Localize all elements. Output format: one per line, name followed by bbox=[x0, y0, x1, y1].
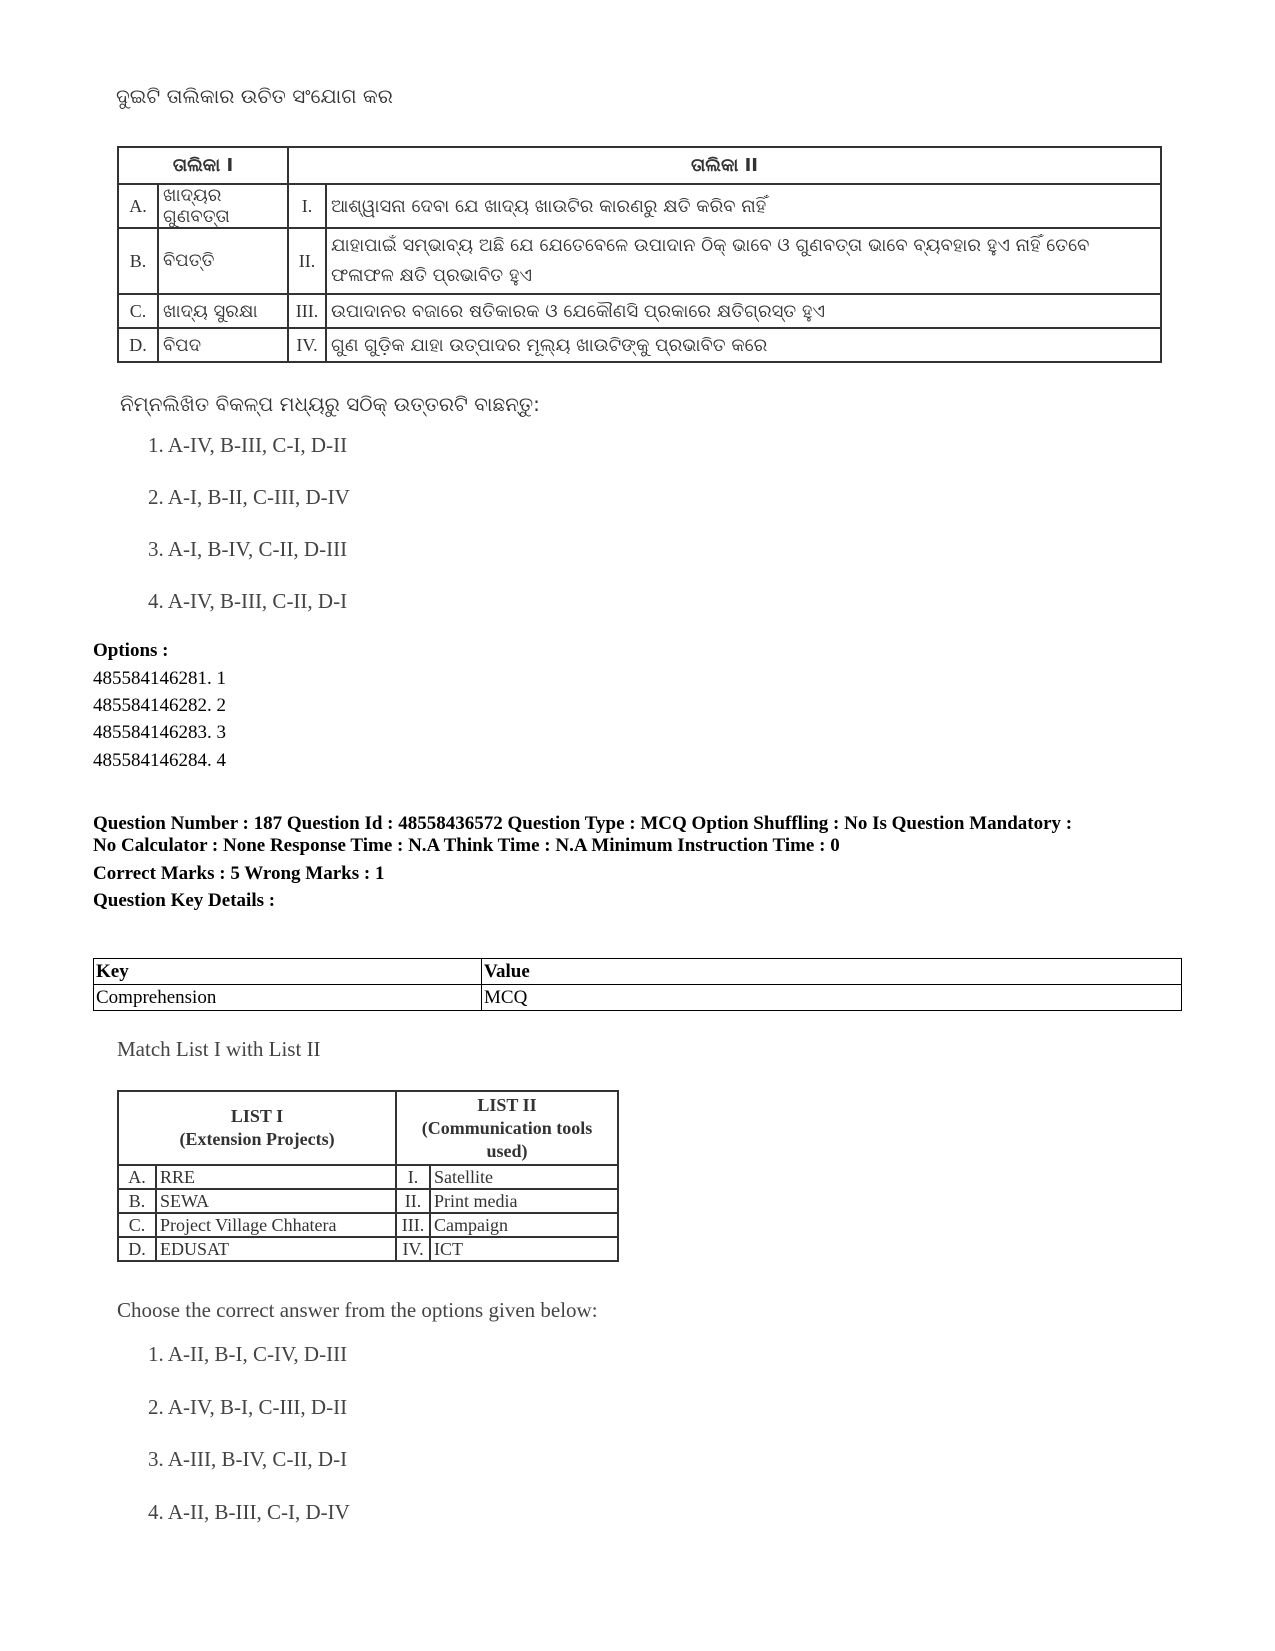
row-roman: IV. bbox=[288, 328, 326, 362]
list-2-item: ଗୁଣ ଗୁଡ଼ିକ ଯାହା ଉତ୍ପାଦର ମୂଲ୍ୟ ଖାଉଟିଙ୍କୁ ପ୍ରଭାବିତ କରେ bbox=[326, 328, 1161, 362]
row-roman: IV. bbox=[396, 1237, 430, 1261]
list-2-item: Print media bbox=[430, 1189, 618, 1213]
choose-instruction: Choose the correct answer from the options given below: bbox=[117, 1298, 598, 1322]
key-details-heading: Question Key Details : bbox=[93, 890, 276, 911]
answer-choice-4: 4. A-IV, B-III, C-II, D-I bbox=[148, 589, 348, 613]
question-meta-line-1: Question Number : 187 Question Id : 48558436572 Question Type : MCQ Option Shuffling : No Is Question Mandatory : bbox=[93, 813, 1073, 834]
list-2-item: ICT bbox=[430, 1237, 618, 1261]
question-meta-line-2: No Calculator : None Response Time : N.A Think Time : N.A Minimum Instruction Time : 0 bbox=[93, 835, 840, 856]
table-row bbox=[118, 1189, 618, 1213]
row-roman: III. bbox=[396, 1213, 430, 1237]
row-roman: I. bbox=[288, 184, 326, 228]
row-letter: A. bbox=[118, 184, 158, 228]
option-id-line: 485584146282. 2 bbox=[93, 695, 226, 716]
list-1-item: EDUSAT bbox=[156, 1237, 396, 1261]
marks-line: Correct Marks : 5 Wrong Marks : 1 bbox=[93, 863, 385, 884]
list-1-header: ତାଲିକା I bbox=[118, 147, 288, 184]
options-heading: Options : bbox=[93, 640, 169, 661]
match-table bbox=[117, 146, 1162, 363]
answer-choice-3: 3. A-III, B-IV, C-II, D-I bbox=[148, 1447, 348, 1471]
list-1-item: SEWA bbox=[156, 1189, 396, 1213]
list-2-subtitle: (Communication tools bbox=[421, 1117, 593, 1138]
row-letter: D. bbox=[118, 328, 158, 362]
table-row bbox=[118, 228, 1161, 294]
table-row bbox=[94, 985, 1182, 1011]
list-1-item: ବିପତ୍ତି bbox=[158, 228, 288, 294]
list-1-subtitle: (Extension Projects) bbox=[179, 1129, 335, 1149]
option-id-line: 485584146281. 1 bbox=[93, 668, 226, 689]
row-roman: II. bbox=[288, 228, 326, 294]
row-letter: B. bbox=[118, 1189, 156, 1213]
list-2-item: ଆଶ୍ୱାସନା ଦେବା ଯେ ଖାଦ୍ୟ ଖାଉଟିର କାରଣରୁ କ୍ଷତି କରିବ ନାହିଁ bbox=[326, 184, 1161, 228]
answer-choice-1: 1. A-II, B-I, C-IV, D-III bbox=[148, 1342, 348, 1366]
row-roman: III. bbox=[288, 294, 326, 328]
answer-choice-4: 4. A-II, B-III, C-I, D-IV bbox=[148, 1500, 350, 1524]
list-2-item: Campaign bbox=[430, 1213, 618, 1237]
list-2-header bbox=[396, 1091, 618, 1165]
list-1-header bbox=[118, 1091, 396, 1165]
list-1-item: RRE bbox=[156, 1165, 396, 1189]
row-letter: C. bbox=[118, 1213, 156, 1237]
list-1-item: ଖାଦ୍ୟର ଗୁଣବତ୍ତା bbox=[158, 184, 288, 228]
answer-choice-2: 2. A-I, B-II, C-III, D-IV bbox=[148, 485, 350, 509]
list-1-title: LIST I bbox=[230, 1106, 284, 1126]
value-header: Value bbox=[482, 959, 1182, 985]
question-instruction: ଦୁଇଟି ତାଲିକାର ଉଚିତ ସଂଯୋଗ କର bbox=[116, 84, 393, 108]
table-header-row bbox=[118, 1091, 618, 1165]
row-letter: D. bbox=[118, 1237, 156, 1261]
list-2-subtitle-cont: used) bbox=[486, 1140, 528, 1161]
list-2-header: ତାଲିକା II bbox=[288, 147, 1161, 184]
table-row bbox=[118, 1237, 618, 1261]
row-letter: B. bbox=[118, 228, 158, 294]
key-cell: Comprehension bbox=[94, 985, 482, 1011]
row-letter: C. bbox=[118, 294, 158, 328]
list-1-item: ବିପଦ bbox=[158, 328, 288, 362]
match-table bbox=[117, 1090, 619, 1262]
list-2-item: Satellite bbox=[430, 1165, 618, 1189]
list-2-title: LIST II bbox=[477, 1094, 537, 1115]
table-row bbox=[118, 328, 1161, 362]
list-2-item: ଉପାଦାନର ବଜାରେ ଷତିକାରକ ଓ ଯେକୌଣସି ପ୍ରକାରେ କ୍ଷତିଗ୍ରସ୍ତ ହୁଏ bbox=[326, 294, 1161, 328]
question-instruction: Match List I with List II bbox=[117, 1037, 321, 1061]
row-letter: A. bbox=[118, 1165, 156, 1189]
table-row bbox=[118, 1165, 618, 1189]
table-row bbox=[118, 1213, 618, 1237]
option-id-line: 485584146283. 3 bbox=[93, 722, 226, 743]
choose-instruction: ନିମ୍ନଲିଖିତ ବିକଳ୍ପ ମଧ୍ୟରୁ ସଠିକ୍ ଉତ୍ତରଟି ବାଛନ୍ତୁ: bbox=[120, 392, 540, 416]
key-header: Key bbox=[94, 959, 482, 985]
row-roman: II. bbox=[396, 1189, 430, 1213]
table-row bbox=[118, 184, 1161, 228]
table-header-row bbox=[94, 959, 1182, 985]
list-1-item: Project Village Chhatera bbox=[156, 1213, 396, 1237]
table-header-row bbox=[118, 147, 1161, 184]
option-id-line: 485584146284. 4 bbox=[93, 750, 226, 771]
list-1-item: ଖାଦ୍ୟ ସୁରକ୍ଷା bbox=[158, 294, 288, 328]
key-details-table bbox=[93, 958, 1182, 1011]
answer-choice-1: 1. A-IV, B-III, C-I, D-II bbox=[148, 433, 348, 457]
list-2-item: ଯାହାପାଇଁ ସମ୍ଭାବ୍ୟ ଅଛି ଯେ ଯେତେବେଳେ ଉପାଦାନ ଠିକ୍ ଭାବେ ଓ ଗୁଣବତ୍ତା ଭାବେ ବ୍ୟବହାର ହୁଏ ନାହିଁ ତେବେ ଫଳାଫଳ କ୍ଷତି ପ୍ରଭାବିତ ହୁଏ bbox=[326, 228, 1161, 294]
value-cell: MCQ bbox=[482, 985, 1182, 1011]
table-row bbox=[118, 294, 1161, 328]
answer-choice-3: 3. A-I, B-IV, C-II, D-III bbox=[148, 537, 348, 561]
answer-choice-2: 2. A-IV, B-I, C-III, D-II bbox=[148, 1395, 348, 1419]
row-roman: I. bbox=[396, 1165, 430, 1189]
